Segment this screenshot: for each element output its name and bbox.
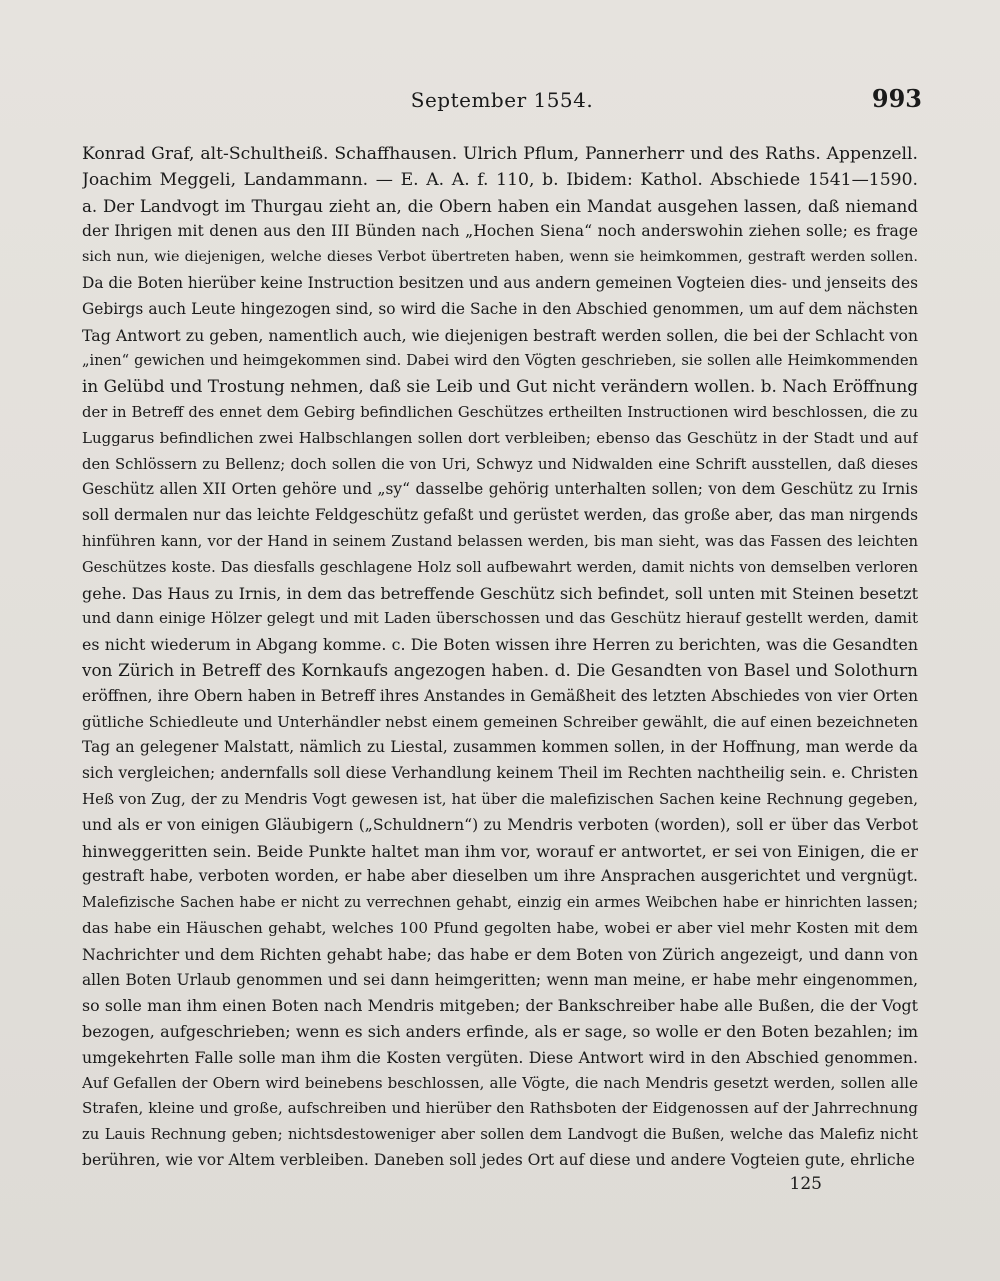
text-line: gütliche Schiedleute und Unterhändler nebst einem gemeinen Schreiber gewählt, die auf einen bezeichneten: [82, 712, 918, 731]
text-line: Nachrichter und dem Richten gehabt habe; das habe er dem Boten von Zürich angezeigt, und dann von: [82, 944, 918, 964]
text-line: Malefizische Sachen habe er nicht zu verrechnen gehabt, einzig ein armes Weibchen habe er hinrichten lassen;: [82, 894, 918, 912]
text-line: soll dermalen nur das leichte Feldgeschütz gefaßt und gerüstet werden, das große aber, das man nirgends: [82, 506, 918, 525]
text-line: Tag an gelegener Malstatt, nämlich zu Liestal, zusammen kommen sollen, in der Hoffnung, man werde da: [82, 738, 918, 757]
body-text: [82, 142, 918, 1174]
text-line: und als er von einigen Gläubigern („Schuldnern“) zu Mendris verboten (worden), soll er über das Verbot: [82, 815, 918, 834]
text-line: „inen“ gewichen und heimgekommen sind. Dabei wird den Vögten geschrieben, sie sollen alle Heimkommenden: [82, 352, 918, 370]
text-line: Tag Antwort zu geben, namentlich auch, wie diejenigen bestraft werden sollen, die bei der Schlacht von: [82, 325, 918, 345]
page-number: 993: [871, 84, 922, 113]
text-line: zu Lauis Rechnung geben; nichtsdestoweniger aber sollen dem Landvogt die Bußen, welche das Malefiz nicht: [82, 1126, 918, 1144]
text-line: Da die Boten hierüber keine Instruction besitzen und aus andern gemeinen Vogteien dies- und jenseits des: [82, 273, 918, 292]
text-line: den Schlössern zu Bellenz; doch sollen die von Uri, Schwyz und Nidwalden eine Schrift ausstellen, daß dieses: [82, 455, 918, 473]
text-line: Geschützes koste. Das diesfalls geschlagene Holz soll aufbewahrt werden, damit nichts von demselben verloren: [82, 558, 918, 576]
text-line: umgekehrten Falle solle man ihm die Kosten vergüten. Diese Antwort wird in den Abschied genommen.: [82, 1047, 918, 1067]
text-line: Auf Gefallen der Obern wird beinebens beschlossen, alle Vögte, die nach Mendris gesetzt werden, sollen alle: [82, 1073, 918, 1092]
text-line: Strafen, kleine und große, aufschreiben und hierüber den Rathsboten der Eidgenossen auf der Jahrrechnung: [82, 1099, 918, 1118]
text-line: berühren, wie vor Altem verbleiben. Daneben soll jedes Ort auf diese und andere Vogteien gute, ehrliche: [82, 1151, 915, 1170]
text-line: hinführen kann, vor der Hand in seinem Zustand belassen werden, bis man sieht, was das Fassen des leichten: [82, 532, 918, 550]
text-line: Gebirgs auch Leute hingezogen sind, so wird die Sache in den Abschied genommen, um auf dem nächsten: [82, 299, 918, 318]
text-line: von Zürich in Betreff des Kornkaufs angezogen haben. d. Die Gesandten von Basel und Solothurn: [82, 659, 918, 680]
text-line: Konrad Graf, alt-Schultheiß. Schaffhausen. Ulrich Pflum, Pannerherr und des Raths. Appenzell.: [82, 144, 918, 164]
running-title: September 1554.: [410, 88, 594, 112]
text-line: gehe. Das Haus zu Irnis, in dem das betreffende Geschütz sich befindet, soll unten mit Steinen besetzt: [82, 583, 918, 603]
page-header: [82, 84, 922, 124]
text-line: Geschütz allen XII Orten gehöre und „sy“ dasselbe gehörig unterhalten sollen; von dem Geschütz zu Irnis: [82, 480, 918, 499]
text-line: a. Der Landvogt im Thurgau zieht an, die Obern haben ein Mandat ausgehen lassen, daß niemand: [82, 196, 918, 216]
text-line: Joachim Meggeli, Landammann. — E. A. A. f. 110, b. Ibidem: Kathol. Abschiede 1541—1590.: [82, 169, 918, 190]
text-line: eröffnen, ihre Obern haben in Betreff ihres Anstandes in Gemäßheit des letzten Abschiedes von vier Orten: [82, 686, 918, 705]
text-line: gestraft habe, verboten worden, er habe aber dieselben um ihre Ansprachen ausgerichtet und vergnügt.: [82, 867, 918, 886]
text-line: es nicht wiederum in Abgang komme. c. Die Boten wissen ihre Herren zu berichten, was die Gesandten: [82, 635, 918, 655]
text-line: so solle man ihm einen Boten nach Mendris mitgeben; der Bankschreiber habe alle Bußen, die der Vogt: [82, 996, 918, 1016]
text-line: bezogen, aufgeschrieben; wenn es sich anders erfinde, als er sage, so wolle er den Boten bezahlen; im: [82, 1022, 918, 1042]
text-line: hinweggeritten sein. Beide Punkte haltet man ihm vor, worauf er antwortet, er sei von Einigen, die er: [82, 841, 918, 861]
text-line: allen Boten Urlaub genommen und sei dann heimgeritten; wenn man meine, er habe mehr eingenommen,: [82, 970, 918, 989]
text-line: und dann einige Hölzer gelegt und mit Laden überschossen und das Geschütz hierauf gestellt werden, damit: [82, 609, 918, 628]
text-line: der Ihrigen mit denen aus den III Bünden nach „Hochen Siena“ noch anderswohin ziehen solle; es frage: [82, 222, 918, 241]
text-line: sich nun, wie diejenigen, welche dieses Verbot übertreten haben, wenn sie heimkommen, gestraft werden sollen.: [82, 249, 918, 266]
text-line: das habe ein Häuschen gehabt, welches 100 Pfund gegolten habe, wobei er aber viel mehr Kosten mit dem: [82, 918, 918, 937]
text-line: der in Betreff des ennet dem Gebirg befindlichen Geschützes ertheilten Instructionen wird beschlossen, die zu: [82, 403, 918, 421]
text-line: Heß von Zug, der zu Mendris Vogt gewesen ist, hat über die malefizischen Sachen keine Rechnung gegeben,: [82, 789, 918, 808]
printer-signature: 125: [789, 1174, 822, 1194]
text-line: sich vergleichen; andernfalls soll diese Verhandlung keinem Theil im Rechten nachtheilig sein. e. Christen: [82, 764, 918, 783]
text-line: in Gelübd und Trostung nehmen, daß sie Leib und Gut nicht verändern wollen. b. Nach Eröffnung: [82, 376, 918, 397]
text-line: Luggarus befindlichen zwei Halbschlangen sollen dort verbleiben; ebenso das Geschütz in der Stadt und auf: [82, 428, 918, 447]
